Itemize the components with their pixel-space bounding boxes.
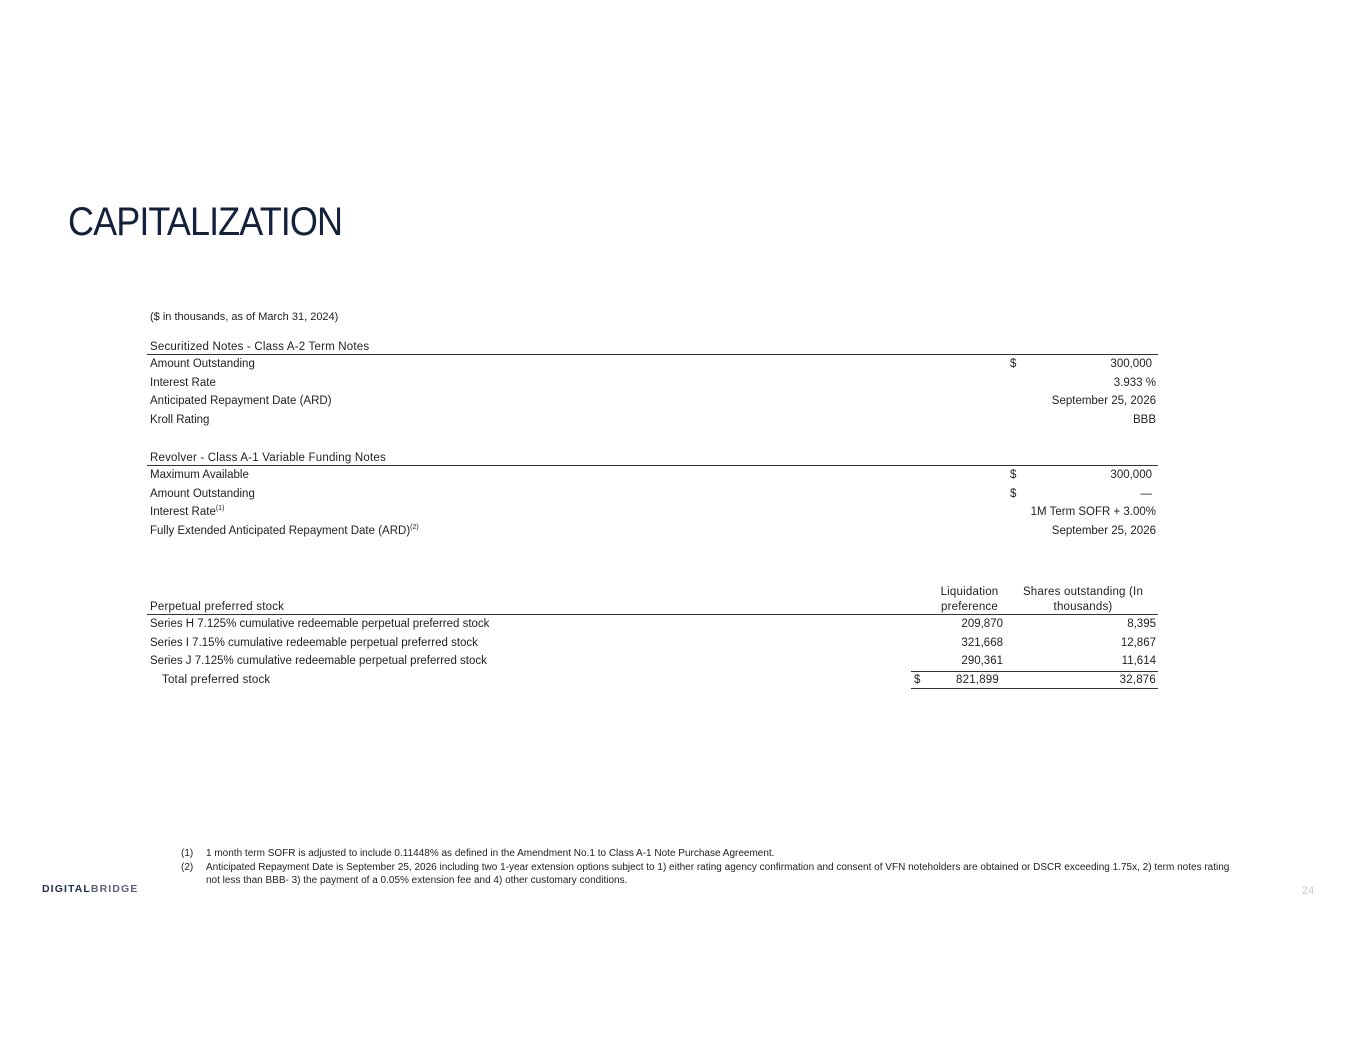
row-value: 3.933 % (1113, 376, 1156, 389)
revolver-section (147, 451, 1158, 540)
table-row (147, 522, 1158, 541)
row-value: September 25, 2026 (1051, 524, 1156, 537)
shares-column-header (1013, 585, 1153, 615)
column-header-line: thousands) (1053, 601, 1113, 613)
units-note: ($ in thousands, as of March 31, 2024) (150, 311, 339, 323)
row-label: Series H 7.125% cumulative redeemable perpetual preferred stock (150, 618, 490, 630)
currency-symbol: $ (1010, 358, 1017, 370)
digitalbridge-logo (42, 883, 138, 895)
row-label (150, 503, 224, 522)
footnote-number: (2) (181, 861, 194, 873)
table-row (147, 392, 1158, 411)
page-number: 24 (1302, 885, 1315, 897)
logo-part: DIGITAL (42, 883, 91, 895)
footnote (181, 847, 1241, 861)
footnote-ref: (1) (215, 505, 225, 513)
footnote-text: Anticipated Repayment Date is September 25, 2026 including two 1-year extension options subject to 1) either rating agency confirmation and consent of VFN noteholders are obtained or DSCR exceeding 1.75x, 2) term notes rating not less than BBB- 3) the payment of a 0.05% extension fee and 4) other customary conditions. (206, 861, 1230, 886)
currency-symbol: $ (914, 673, 921, 686)
table-row (147, 615, 1158, 634)
row-label: Maximum Available (150, 469, 249, 481)
row-label (150, 522, 419, 541)
row-value: September 25, 2026 (1051, 395, 1156, 408)
column-header-line: Shares outstanding (In (1022, 586, 1144, 598)
total-liquidation-value: 821,899 (956, 673, 999, 686)
table-row (147, 466, 1158, 485)
liquidation-value: 290,361 (961, 655, 1003, 668)
liquidation-value: 321,668 (961, 636, 1003, 649)
securitized-notes-section (147, 340, 1158, 429)
shares-value: 11,614 (1121, 655, 1156, 668)
row-value: — (1140, 487, 1152, 500)
row-value: 300,000 (1110, 358, 1152, 370)
row-label: Interest Rate (150, 376, 216, 389)
table-row (147, 485, 1158, 504)
table-row (147, 634, 1158, 653)
row-value: 300,000 (1110, 469, 1152, 481)
row-label: Series I 7.15% cumulative redeemable perpetual preferred stock (150, 636, 478, 649)
preferred-stock-table (147, 584, 1158, 689)
row-label-text: Fully Extended Anticipated Repayment Date (ARD) (150, 524, 411, 537)
table-row (147, 503, 1158, 522)
footnote-ref: (2) (410, 523, 419, 531)
total-label: Total preferred stock (162, 673, 271, 686)
logo-part: BRIDGE (90, 883, 139, 895)
liquidation-column-header (917, 585, 1022, 615)
total-shares-value: 32,876 (1119, 673, 1156, 686)
total-row (147, 671, 1158, 689)
footnotes (181, 847, 1241, 888)
footnote (181, 861, 1241, 888)
footnote-text: 1 month term SOFR is adjusted to include 0.11448% as defined in the Amendment No.1 to Class A-1 Note Purchase Agreement. (206, 848, 775, 859)
row-value: 1M Term SOFR + 3.00% (1030, 506, 1156, 519)
table-row (147, 374, 1158, 393)
shares-value: 12,867 (1120, 636, 1156, 649)
preferred-stock-header (147, 584, 1158, 615)
table-row (147, 355, 1158, 374)
total-underline (911, 688, 1158, 689)
table-row (147, 411, 1158, 430)
row-label: Amount Outstanding (150, 487, 255, 500)
row-label: Kroll Rating (150, 413, 210, 426)
revolver-header: Revolver - Class A-1 Variable Funding Notes (147, 451, 1158, 466)
currency-symbol: $ (1010, 469, 1017, 481)
footnote-number: (1) (181, 848, 194, 859)
preferred-stock-title: Perpetual preferred stock (150, 601, 285, 613)
row-label: Anticipated Repayment Date (ARD) (150, 395, 332, 408)
row-label: Amount Outstanding (150, 358, 255, 370)
shares-value: 8,395 (1127, 618, 1156, 630)
row-label: Series J 7.125% cumulative redeemable perpetual preferred stock (150, 655, 487, 668)
row-value: BBB (1132, 413, 1156, 426)
column-header-line: Liquidation (940, 586, 999, 598)
currency-symbol: $ (1010, 487, 1017, 500)
liquidation-value: 209,870 (961, 618, 1003, 630)
page-title: CAPITALIZATION (68, 200, 343, 244)
row-label-text: Interest Rate (150, 506, 216, 519)
column-header-line: preference (941, 601, 998, 613)
securitized-notes-header: Securitized Notes - Class A-2 Term Notes (147, 340, 1158, 355)
table-row (147, 652, 1158, 671)
